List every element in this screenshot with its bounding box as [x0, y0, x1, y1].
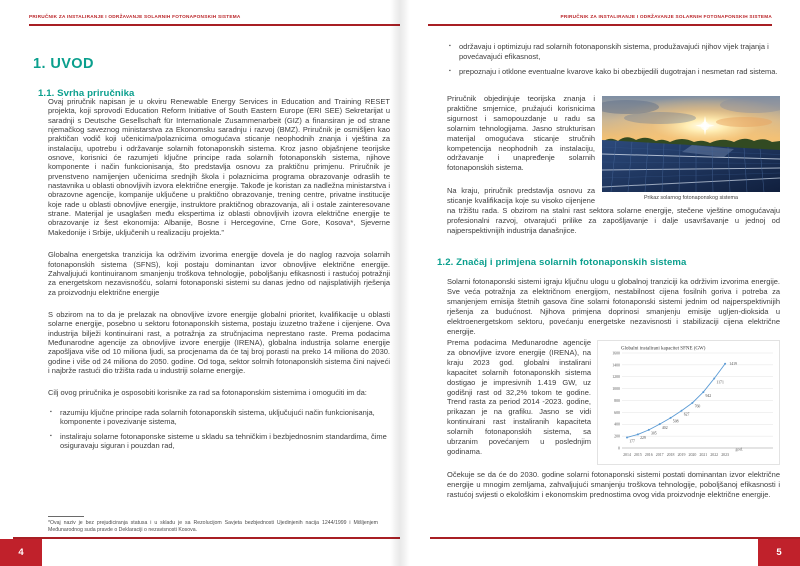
page-number: 5: [776, 547, 782, 558]
svg-text:2014: 2014: [623, 453, 631, 457]
bullet-list: [48, 408, 390, 451]
list-item: [447, 67, 780, 77]
svg-text:2021: 2021: [699, 453, 708, 457]
svg-text:2018: 2018: [666, 453, 675, 457]
footer-rule: [430, 537, 800, 539]
paragraph: Prema podacima Međunarodne agencije za obnovljive izvore energije (IRENA), na kraju 2023 god. globalni instalirani kapacitet solarnih fotonaponskih sistema dostigao je impresivnih 1.419 GW, uz godišnji rast od 32,2% tokom te godine. Trend rasta za period 2014 -2023. godine, prikazan je na grafiku. Jasno se vidi kontinuirani rast instaliranih kapaciteta solarnih fotonaponskih sistema, sa ubrzanim povećanjem u poslednjim godinama.: [447, 338, 591, 456]
svg-text:Globalni instalirani kapacitet: Globalni instalirani kapacitet SFNE (GW): [621, 346, 706, 352]
bullet-icon: ▪: [449, 68, 451, 75]
svg-text:627: 627: [683, 412, 690, 417]
svg-text:600: 600: [614, 410, 620, 415]
svg-text:god.: god.: [735, 446, 743, 452]
photo-caption: Prikaz solarnog fotonaponskog sistema: [643, 195, 739, 201]
chapter-title: 1. UVOD: [33, 55, 94, 72]
svg-text:400: 400: [614, 422, 620, 427]
paragraph: Priručnik objedinjuje teorijska znanja i praktične smjernice, pružajući korisnicima sigurnost i samopouzdanje u radu sa solarnim tehnologijama. Jasno strukturisan materijal omogućava sticanje stručnih kompetencija neophodnih za instalaciju, održavanje i unapređenje solarnih fotonaponskih sistema.: [447, 94, 595, 173]
svg-text:1600: 1600: [612, 351, 620, 356]
svg-text:1400: 1400: [612, 363, 620, 368]
list-item: [48, 408, 390, 427]
svg-text:2017: 2017: [655, 453, 664, 457]
svg-text:800: 800: [614, 398, 620, 403]
svg-text:508: 508: [672, 419, 679, 424]
footer-rule: [13, 537, 400, 539]
list-item-text: održavaju i optimizuju rad solarnih fotonaponskih sistema, produžavajući njihov vijek trajanja i povećavajući efikasnost,: [459, 42, 769, 61]
chart-figure: [597, 340, 780, 465]
bullet-icon: ▪: [50, 408, 52, 415]
bullet-icon: ▪: [449, 43, 451, 49]
svg-text:2019: 2019: [677, 453, 686, 457]
footnote-rule: [48, 516, 84, 517]
footnote: *Ovaj naziv je bez prejudiciranja statusa i u skladu je sa Rezolucijom Savjeta bezbjednosti Ujedinjenih nacija 1244/1999 i Mišljenjem Međunarodnog suda pravde o Deklaraciji o nezavisnosti Kosova.: [48, 520, 378, 533]
paragraph: Solarni fotonaponski sistemi igraju ključnu ulogu u globalnoj tranziciji ka održivim izvorima energije. Sve veća potražnja za električnom energijom, nestabilnost cijena fosilnih goriva i potreba za smanjenjem emisija štetnih gasova čine solarni fotonaponski sistemi jednim od najperspektivnijih rješenja za budućnost. Njihova primjena doprinosi smanjenju emisije ugljen-dioksida u elektroenergetskom sektoru, povećanju energetske nezavisnosti i stabilizaciji cijena električne energije.: [447, 277, 780, 336]
list-item-text: instaliraju solarne fotonaponske sisteme u skladu sa tehničkim i bezbjednosnim standardima, čime osiguravaju siguran i pouzdan rad,: [60, 431, 387, 451]
left-body: [48, 97, 390, 456]
header-rule: [29, 24, 400, 26]
svg-text:1419: 1419: [729, 362, 737, 367]
solar-panels-photo: [602, 96, 780, 192]
header-rule: [428, 24, 772, 26]
svg-text:402: 402: [661, 425, 668, 430]
list-item-text: razumiju ključne principe rada solarnih fotonaponskih sistema, uključujući način funkcionisanja, komponente i povezivanje sistema,: [60, 407, 375, 426]
right-body-top: [447, 94, 780, 249]
list-item-text: prepoznaju i otklone eventualne kvarove kako bi obezbijedili dugotrajan i nesmetan rad sistema.: [459, 67, 778, 77]
paragraph: Globalna energetska tranzicija ka održivim izvorima energije dovela je do naglog razvoja solarnih fotonaponskih sistema (SFNS), koji postaju dominantan izvor obnovljive električne energije. Zahvaljujući kontinuiranom smanjenju troškova tehnologije, poboljšanju efikasnosti i rastućoj potražnji za energetskom nezavisnošću, solarni fotonaponski sistemi su danas jedno od najisplativijih rješenja za proizvodnju električne energije: [48, 250, 390, 297]
svg-text:0: 0: [618, 446, 620, 451]
paragraph: Cilj ovog priručnika je osposobiti korisnike za rad sa fotonaponskim sistemima i omogućiti im da:: [48, 388, 367, 398]
svg-text:942: 942: [705, 393, 712, 398]
list-item: [447, 42, 780, 62]
page-right: [400, 0, 800, 566]
capacity-chart: [597, 340, 780, 465]
running-header: PRIRUČNIK ZA INSTALIRANJE I ODRŽAVANJE SOLARNIH FOTONAPONSKIH SISTEMA: [29, 14, 241, 19]
list-item: [48, 432, 390, 451]
svg-text:2022: 2022: [710, 453, 719, 457]
bullet-list: [447, 42, 780, 82]
running-header: PRIRUČNIK ZA INSTALIRANJE I ODRŽAVANJE SOLARNIH FOTONAPONSKIH SISTEMA: [560, 14, 772, 19]
page-number-box: [758, 539, 800, 566]
right-body-middle: [447, 277, 780, 336]
right-body-bottom: [447, 338, 780, 513]
paragraph: Ovaj priručnik napisan je u okviru Renewable Energy Services in Education and Training RESET projekta, koji sprovodi Education Reform Initiative of South Eastern Europe (ERI SEE) Sekretarijat u saradnji s Deutsche Gesellschaft für Internationale Zusammenarbeit (GIZ) a finansiran je od strane njemačkog saveznog ministarstva za Ekonomsku saradnju i razvoj (BMZ). Priručnik je osmišljen kao praktičan vodič koji učenicima/polaznicima omogućava sticanje neophodnih znanja i vještina za instalaciju, upotrebu i održavanje solarnih fotonaponskih sistema. Kroz jasno objašnjene teorijske osnove, korisnici će razumjeti ključne principe rada solarnih fotonaponskih sistema, njihove komponente i način funkcionisanja, što predstavlja osnovu za praktičnu primjenu. Priručnik je prvenstveno namijenjen učenicima srednjih škola i polaznicima programa obrazovanje odraslih te nastavnika u oblasti obnovljivih izvora električne energije. Takođe je koristan za nadležna ministarstva i obrazovne agencije, kompanije uključene u praktično obrazovanje, trening centre, privatne institucije koje rade u oblasti obnovljive energije, instruktore praktičnog obrazovanja, ali i ostale zainteresovane strane. Materijal je usaglašen među ekspertima iz oblasti obnovljivih izovra električne energije te obrazovanje iz šest ekonomija: Albanije, Bosne i Hercegovine, Crne Gore, Kosova*, Sjeverne Makedonije i Srbije, uključenih u realizaciju projekta.”: [48, 97, 390, 237]
paragraph: S obzirom na to da je prelazak na obnovljive izvore energije globalni prioritet, kvalifikacije u oblasti solarne energije, posebno u sektoru fotonaponskih sistema, postaju izuzetno tražene i cijenjene. Ova industrija bilježi kontinuirani rast, a potražnja za stručnjacima neprestano raste. Prema podacima Međunarodne agencije za obnovljive izvore energije (IRENA), globalna industrija solarne energije zapošljava više od 10 miliona ljudi, sa procjenama da će taj broj porasti na preko 14 miliona do 2030. godine i više od 24 miliona do 2050. godine. Od toga, sektor solrnih fotonaponskih sistema čini najveći i najbrže rastući dio tržišta rada u industriji solarne energije.: [48, 309, 390, 375]
svg-text:2015: 2015: [634, 453, 642, 457]
svg-text:177: 177: [629, 439, 635, 444]
bullet-icon: ▪: [50, 432, 52, 439]
section-title-1-2: 1.2. Značaj i primjena solarnih fotonaponskih sistema: [437, 256, 687, 268]
page-number-box: [0, 539, 42, 566]
section-title-1-1: 1.1. Svrha priručnika: [38, 87, 135, 99]
svg-text:2016: 2016: [644, 453, 653, 457]
svg-text:2023: 2023: [721, 453, 729, 457]
svg-text:200: 200: [614, 434, 620, 439]
svg-text:305: 305: [651, 431, 657, 436]
svg-text:1000: 1000: [612, 387, 620, 392]
photo-figure: [602, 96, 780, 201]
svg-text:760: 760: [694, 404, 701, 409]
page-number: 4: [18, 547, 24, 558]
paragraph: Očekuje se da će do 2030. godine solarni fotonaponski sistemi postati dominantan izvor električne energije u mnogim zemljama, zahvaljujući smanjenju troškova tehnologije, poboljšanoj efikasnosti i rastućoj svijesti o ekološkim i ekonomskim prednostima ovog vida proizvodnje električne energije.: [447, 469, 780, 499]
svg-text:1171: 1171: [716, 380, 724, 385]
svg-text:2020: 2020: [688, 453, 697, 457]
svg-text:1200: 1200: [612, 375, 620, 380]
svg-text:229: 229: [640, 436, 646, 441]
paragraph: Na kraju, priručnik predstavlja osnovu za sticanje kvalifikacija koje su visoko cijenjene na tržištu rada. S obzirom na stalni rast sektora solarne energije, stečene vještine omogućavaju profesionalni razvoj, otvarajući prilike za zapošljavanje i dalje usavršavanje u jednoj od najperspektivnijih industrija današnjice.: [447, 186, 780, 235]
